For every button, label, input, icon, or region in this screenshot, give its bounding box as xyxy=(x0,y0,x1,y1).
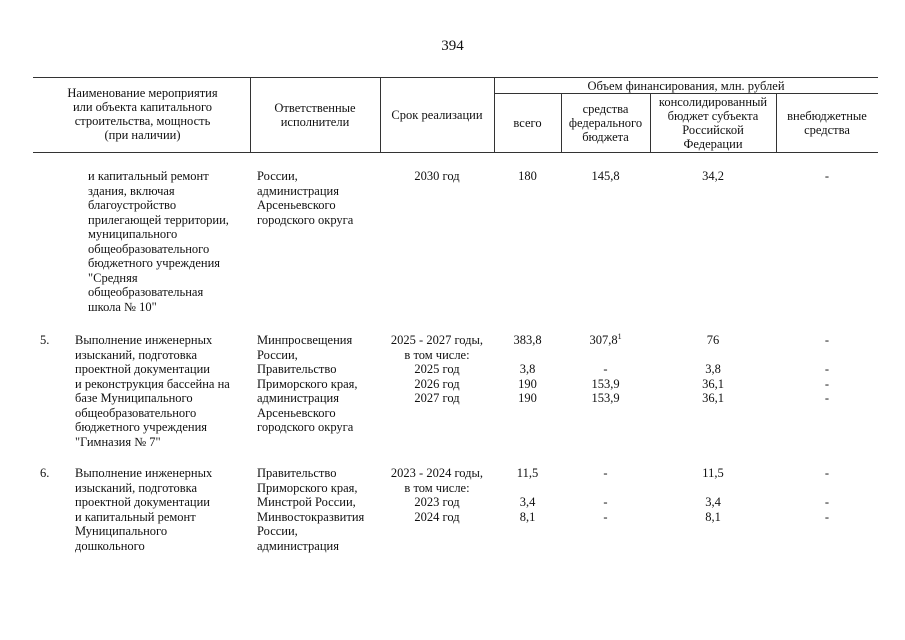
regional-value: 11,5 xyxy=(702,466,724,480)
object-name-line: Муниципального xyxy=(75,524,168,538)
header-regional-line: Федерации xyxy=(683,137,743,151)
responsible-line: администрация xyxy=(257,391,339,405)
federal-value: - xyxy=(603,362,608,376)
total-value: 180 xyxy=(518,169,537,183)
period-line: 2025 - 2027 годы, xyxy=(390,333,484,347)
offbudget-value: - xyxy=(824,333,830,347)
period-line: 2030 год xyxy=(414,169,460,183)
header-responsible-line: Ответственные xyxy=(274,101,356,115)
responsible-line: России, xyxy=(257,347,298,362)
object-name-line: "Гимназия № 7" xyxy=(75,434,161,449)
responsible-line: городского округа xyxy=(257,420,354,434)
total-value: 190 xyxy=(518,391,537,405)
header-offbudget xyxy=(776,109,878,137)
responsible-line: России, xyxy=(257,524,298,538)
header-total xyxy=(494,116,561,130)
object-name-line: Выполнение инженерных xyxy=(75,333,213,347)
header-funding-group xyxy=(494,79,878,93)
federal-value: - xyxy=(603,466,608,480)
responsible-line: администрация xyxy=(257,538,339,553)
header-period xyxy=(380,108,494,122)
object-name-line: прилегающей территории, xyxy=(88,212,229,227)
responsible-line: городского округа xyxy=(257,212,354,227)
offbudget-value: - xyxy=(824,376,830,391)
header-offbudget-line: средства xyxy=(804,123,850,137)
object-name-line: проектной документации xyxy=(75,362,210,376)
header-name-line: Наименование мероприятия xyxy=(67,86,218,100)
object-name-line: школа № 10" xyxy=(88,299,157,314)
total-value: 190 xyxy=(518,376,537,391)
regional-value: 34,2 xyxy=(702,169,724,183)
object-name-line: общеобразовательного xyxy=(75,405,197,420)
header-name-line: или объекта капитального xyxy=(72,100,213,114)
total-value: 3,4 xyxy=(519,495,536,509)
regional-value: 76 xyxy=(706,333,720,347)
object-name-line: проектной документации xyxy=(75,495,210,509)
responsible-line: Минвостокразвития xyxy=(257,509,365,524)
regional-value: 3,4 xyxy=(705,495,721,509)
page-number: 394 xyxy=(441,38,464,54)
total-value: 3,8 xyxy=(519,362,536,376)
regional-value: 36,1 xyxy=(702,376,724,391)
header-bottom-border xyxy=(33,152,878,153)
object-name-line: общеобразовательного xyxy=(88,241,210,256)
table-top-border xyxy=(33,77,878,78)
period-line: 2025 год xyxy=(414,362,460,376)
object-name-line: изысканий, подготовка xyxy=(75,480,198,495)
period-line: 2027 год xyxy=(414,391,460,405)
object-name-line: и капитальный ремонт xyxy=(75,509,196,524)
object-name-line: и капитальный ремонт xyxy=(88,169,209,183)
regional-value: 3,8 xyxy=(705,362,721,376)
funding-group-divider xyxy=(494,93,878,94)
object-name-line: и реконструкция бассейна на xyxy=(75,376,230,391)
object-name-line: "Средняя xyxy=(88,270,138,285)
offbudget-value: - xyxy=(824,391,830,405)
row-number: 5. xyxy=(40,333,50,347)
row-number: 6. xyxy=(40,466,50,480)
responsible-line: Правительство xyxy=(257,466,337,480)
header-offbudget-line: внебюджетные xyxy=(787,109,867,123)
header-responsible xyxy=(250,101,380,129)
header-regional xyxy=(650,95,776,151)
period-line: 2023 год xyxy=(414,495,460,509)
header-federal-line: средства xyxy=(582,102,629,116)
object-name-line: бюджетного учреждения xyxy=(75,420,208,434)
object-name-line: изысканий, подготовка xyxy=(75,347,198,362)
footnote-marker: 1 xyxy=(617,331,622,341)
period-line: 2026 год xyxy=(414,376,460,391)
header-federal xyxy=(561,102,650,144)
object-name-line: дошкольного xyxy=(75,538,145,553)
period-line: 2023 - 2024 годы, xyxy=(390,466,484,480)
responsible-line: Минстрой России, xyxy=(257,495,356,509)
period-line: 2024 год xyxy=(414,509,460,524)
federal-value: 153,9 xyxy=(591,391,620,405)
header-regional-line: бюджет субъекта xyxy=(667,109,759,123)
header-total-line: всего xyxy=(513,116,542,130)
federal-value: 145,8 xyxy=(591,169,620,183)
offbudget-value: - xyxy=(824,466,830,480)
period-line: в том числе: xyxy=(404,480,470,495)
federal-value: 307,8$^1$ xyxy=(589,331,622,347)
header-federal-line: бюджета xyxy=(582,130,629,144)
header-name xyxy=(40,86,245,142)
header-period-line: Срок реализации xyxy=(391,108,483,122)
total-value: 11,5 xyxy=(516,466,539,480)
header-responsible-line: исполнители xyxy=(280,115,350,129)
object-name-line: бюджетного учреждения xyxy=(88,256,221,270)
total-value: 8,1 xyxy=(519,509,536,524)
header-regional-line: консолидированный xyxy=(658,95,768,109)
total-value: 383,8 xyxy=(513,333,542,347)
federal-value: - xyxy=(603,509,608,524)
responsible-line: Арсеньевского xyxy=(257,198,336,212)
responsible-line: Правительство xyxy=(257,362,337,376)
object-name-line: базе Муниципального xyxy=(75,391,193,405)
object-name-line: благоустройство xyxy=(88,198,177,212)
responsible-line: Арсеньевского xyxy=(257,405,336,420)
object-name-line: общеобразовательная xyxy=(88,285,204,299)
responsible-line: России, xyxy=(257,169,298,183)
header-federal-line: федерального xyxy=(568,116,643,130)
header-funding-group-line: Объем финансирования, млн. рублей xyxy=(587,79,785,93)
regional-value: 36,1 xyxy=(702,391,724,405)
responsible-line: администрация xyxy=(257,183,339,198)
responsible-line: Приморского края, xyxy=(257,480,358,495)
object-name-line: здания, включая xyxy=(88,183,175,198)
offbudget-value: - xyxy=(824,509,830,524)
responsible-line: Приморского края, xyxy=(257,376,358,391)
regional-value: 8,1 xyxy=(705,509,721,524)
offbudget-value: - xyxy=(824,495,830,509)
federal-value: 153,9 xyxy=(591,376,620,391)
header-regional-line: Российской xyxy=(682,123,744,137)
federal-value: - xyxy=(603,495,608,509)
object-name-line: муниципального xyxy=(88,227,178,241)
offbudget-value: - xyxy=(824,169,830,183)
header-name-line: строительства, мощность xyxy=(74,114,211,128)
header-name-line: (при наличии) xyxy=(104,128,181,142)
responsible-line: Минпросвещения xyxy=(257,333,353,347)
period-line: в том числе: xyxy=(404,347,470,362)
offbudget-value: - xyxy=(824,362,830,376)
object-name-line: Выполнение инженерных xyxy=(75,466,213,480)
